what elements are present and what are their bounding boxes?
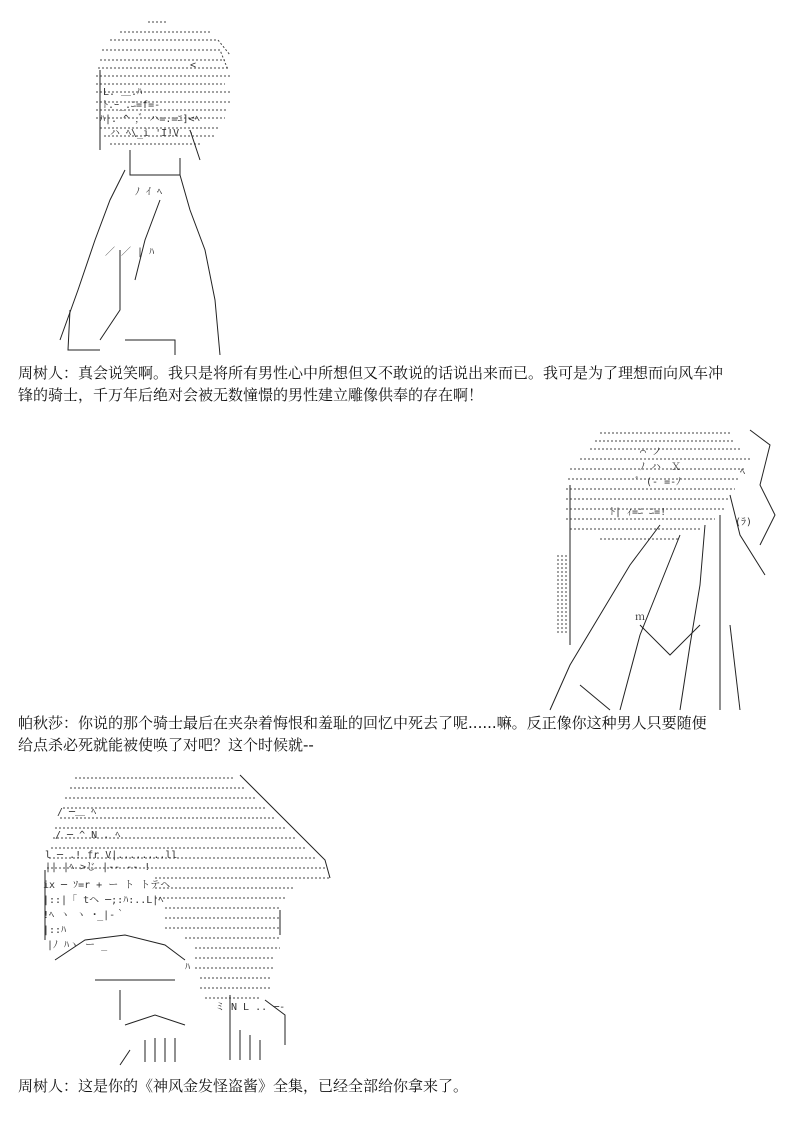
svg-text:⌒ ノ: ⌒ ノ	[640, 447, 663, 458]
svg-text:|::|「 tヘ ─;:ﾊ:..L|ﾍ: |::|「 tヘ ─;:ﾊ:..L|ﾍ	[43, 895, 164, 906]
svg-text:L. ＿.ﾊ: L. ＿.ﾊ	[103, 87, 143, 98]
dialog-panel-3	[18, 1075, 788, 1097]
svg-text:(ﾗ): (ﾗ)	[735, 517, 753, 528]
svg-text:ミ N L .. ─-: ミ N L .. ─-	[215, 1002, 286, 1013]
dialog-panel-1	[18, 362, 788, 406]
dialog-line: 给点杀必死就能被使唤了对吧？这个时候就--	[18, 736, 314, 754]
svg-text:ｍ: ｍ	[635, 612, 645, 623]
young-man-standing-ascii-art	[40, 10, 250, 360]
dialog-line: 真会说笑啊。我只是将所有男性心中所想但又不敢说的话说出来而已。我可是为了理想而向风车冲	[78, 364, 724, 382]
svg-text:ﾉ ｲ ﾍ: ﾉ ｲ ﾍ	[135, 187, 163, 198]
speaker-name: 周树人	[18, 1077, 64, 1095]
svg-text:/ ─＿ ﾍ: / ─＿ ﾍ	[57, 807, 97, 818]
man-in-big-hat-holding-books-ascii-art	[25, 770, 335, 1070]
dialog-panel-2	[18, 712, 788, 756]
svg-text:ix ─ ｿ=r + ー ト トテヘ: ix ─ ｿ=r + ー ト トテヘ	[43, 880, 171, 891]
speaker-separator: ：	[63, 364, 79, 382]
svg-text:l ─ .! fr V|........ll: l ─ .! fr V|........ll	[45, 850, 178, 861]
speaker-separator: ：	[63, 714, 79, 732]
svg-text:ﾄ.ｰ_.ﾆ=f=-: ﾄ.ｰ_.ﾆ=f=-	[103, 100, 161, 111]
svg-text:ﾊ: ﾊ	[185, 962, 190, 973]
svg-text:ﾉ ハ Ｘ: ﾉ ハ Ｘ	[640, 462, 682, 473]
svg-text:ﾊ|. ^ ,ﾞ ハ=.=ﾆ]<ﾍ: ﾊ|. ^ ,ﾞ ハ=.=ﾆ]<ﾍ	[100, 114, 200, 125]
svg-text:／ ／ | ﾊ: ／ ／ | ﾊ	[105, 247, 155, 258]
speaker-name: 周树人	[18, 364, 64, 382]
svg-text:ﾞ (- =-ﾉ: ﾞ (- =-ﾉ	[635, 477, 682, 488]
svg-text:|| |ﾍ >じ |-- -- !: || |ﾍ >じ |-- -- !	[45, 862, 151, 873]
speaker-separator: ：	[63, 1077, 79, 1095]
dialog-line: 锋的骑士，千万年后绝对会被无数憧憬的男性建立雕像供奉的存在啊！	[18, 386, 484, 404]
svg-text:|::ﾊ: |::ﾊ	[43, 925, 67, 936]
svg-text:!ﾍ ヽ ヽ ･_|-｀: !ﾍ ヽ ヽ ･_|-｀	[43, 910, 126, 921]
svg-text:ﾍ: ﾍ	[740, 467, 745, 478]
dialog-line: 你说的那个骑士最后在夹杂着悔恨和羞耻的回忆中死去了呢......嘛。反正像你这种男人只要随便	[78, 714, 707, 732]
dialog-line: 这是你的《神风金发怪盗酱》全集，已经全部给你拿来了。	[78, 1077, 469, 1095]
girl-with-cap-ascii-art	[540, 425, 780, 715]
svg-text:ハ ﾍ\_i 'I!V ヽ: ハ ﾍ\_i 'I!V ヽ	[110, 128, 196, 139]
svg-text:ﾄ| ｨ=ﾆ ﾆ=!: ﾄ| ｨ=ﾆ ﾆ=!	[610, 507, 667, 518]
svg-text:/ ─ ^ N . ﾍ: / ─ ^ N . ﾍ	[55, 830, 121, 841]
speaker-name: 帕秋莎	[18, 714, 64, 732]
svg-text:<: <	[190, 60, 197, 71]
svg-text:|ﾉ ﾊヽ ー _: |ﾉ ﾊヽ ー _	[47, 940, 108, 951]
